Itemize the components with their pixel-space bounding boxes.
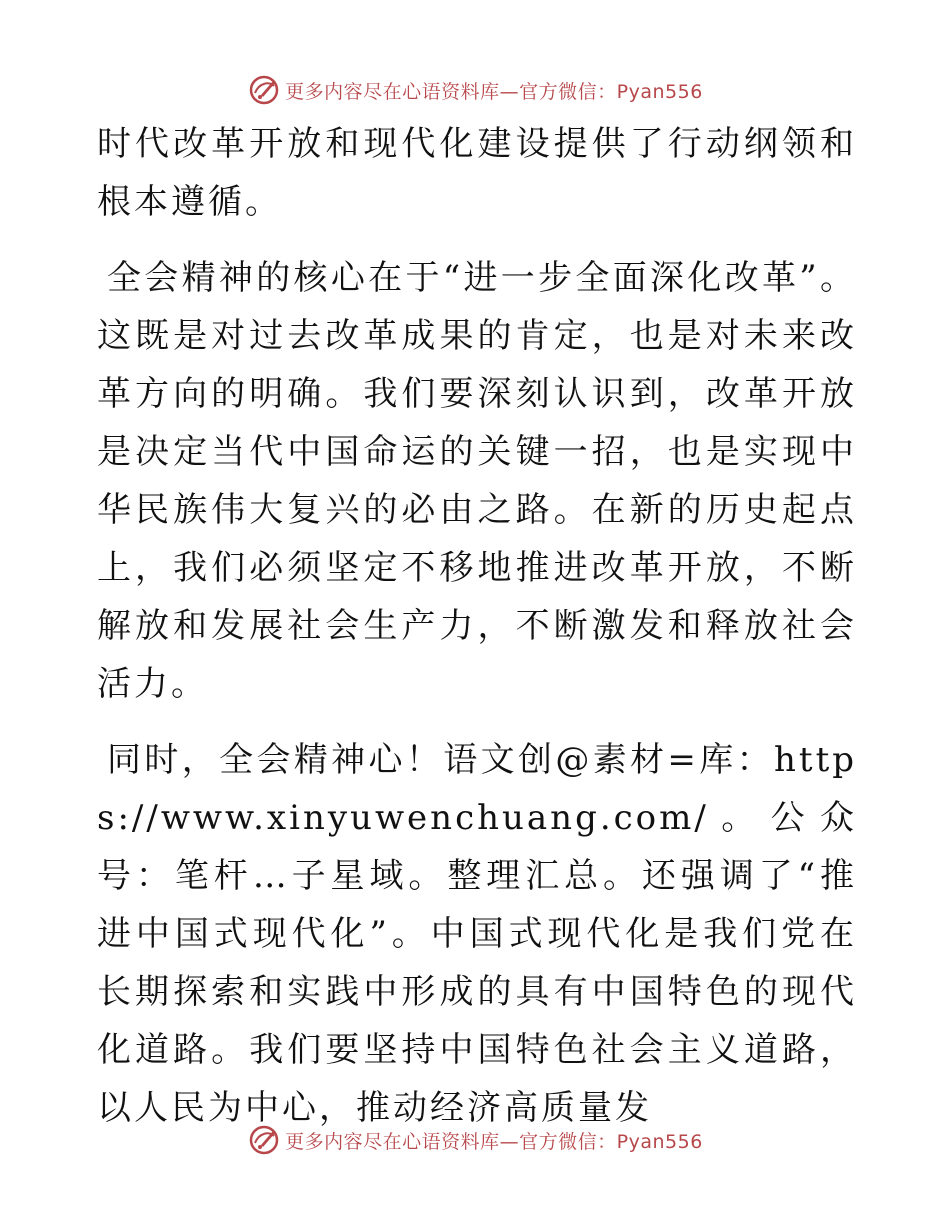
paragraph-1: 时代改革开放和现代化建设提供了行动纲领和根本遵循。	[97, 124, 857, 222]
paragraph-2: 全会精神的核心在于“进一步全面深化改革”。这既是对过去改革成果的肯定，也是对未来改革方向的明确。我们要深刻认识到，改革开放是决定当代中国命运的关键一招，也是实现中华民族伟大复兴的必由之路。在新的历史起点上，我们必须坚定不移地推进改革开放，不断解放和发展社会生产力，不断激发和释放社会活力。	[97, 258, 857, 704]
document-body	[97, 115, 857, 1155]
pen-swirl-logo-icon	[247, 1123, 281, 1157]
header-banner	[0, 70, 950, 110]
paragraph-3: 同时，全会精神心！语文创@素材=库：https://www.xinyuwenchuang.com/。公众号：笔杆…子星域。整理汇总。还强调了“推进中国式现代化”。中国式现代化是我们党在长期探索和实践中形成的具有中国特色的现代化道路。我们要坚持中国特色社会主义道路，以人民为中心，推动经济高质量发	[97, 740, 857, 1128]
footer-banner	[0, 1120, 950, 1160]
footer-banner-text: 更多内容尽在心语资料库—官方微信：Pyan556	[285, 1130, 703, 1153]
header-banner-text: 更多内容尽在心语资料库—官方微信：Pyan556	[285, 80, 703, 103]
pen-swirl-logo-icon	[247, 73, 281, 107]
